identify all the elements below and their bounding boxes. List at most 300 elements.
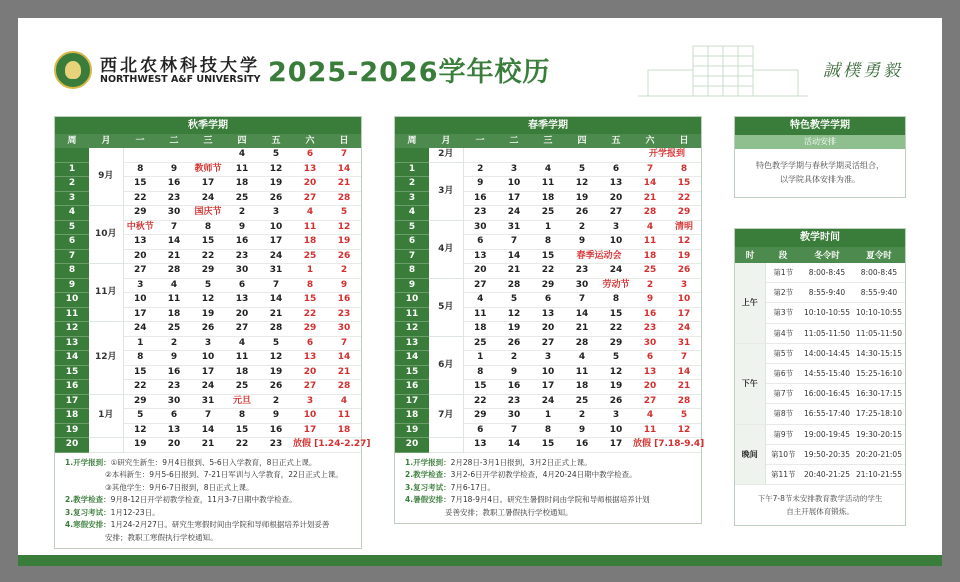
weekday-header: 六: [633, 134, 667, 148]
calendar-day: 26: [191, 322, 225, 337]
calendar-day: 16: [497, 380, 531, 395]
calendar-day: 14: [327, 351, 361, 366]
calendar-day: 5: [599, 351, 633, 366]
calendar-day: 11: [327, 409, 361, 424]
calendar-day: 25: [293, 249, 327, 264]
note-text: 9月8-12日开学初教学检查，11月3-7日期中教学检查。: [110, 495, 297, 504]
calendar-day: 28: [565, 336, 599, 351]
calendar-day: 20: [463, 264, 497, 279]
calendar-day: 21: [157, 249, 191, 264]
calendar-day: 19: [327, 235, 361, 250]
calendar-day: 15: [463, 380, 497, 395]
calendar-day: 1: [531, 409, 565, 424]
note-key: 3.复习考试：: [405, 482, 451, 492]
calendar-day: 23: [565, 264, 599, 279]
tt-winter-time: 8:00-8:45: [801, 263, 853, 283]
calendar-day: 10: [497, 177, 531, 192]
calendar-day: [157, 148, 191, 162]
calendar-week-row: [395, 394, 701, 409]
calendar-day: 4: [633, 409, 667, 424]
calendar-event: 放假 [7.18-9.4]: [633, 438, 701, 453]
feature-text-line: 特色教学学期与春秋学期灵活组合，: [756, 161, 884, 170]
week-number: 3: [55, 191, 89, 206]
calendar-day: 28: [667, 394, 701, 409]
calendar-day: 27: [531, 336, 565, 351]
calendar-day: 14: [497, 249, 531, 264]
calendar-event: 教师节: [191, 162, 225, 177]
calendar-day: 5: [191, 278, 225, 293]
week-number: 12: [395, 322, 429, 337]
calendar-day: 8: [531, 423, 565, 438]
calendar-day: 11: [463, 307, 497, 322]
teaching-time-note: [735, 485, 905, 525]
calendar-event: 国庆节: [191, 206, 225, 221]
note-text: 1月24-2月27日。研究生寒假时间由学院和导师根据培养计划妥善: [110, 520, 330, 529]
week-number: 2: [55, 177, 89, 192]
note-line: [65, 507, 353, 520]
weekday-header: 三: [191, 134, 225, 148]
calendar-day: 23: [327, 307, 361, 322]
calendar-day: 6: [633, 351, 667, 366]
note-line: [405, 469, 693, 482]
calendar-day: 21: [667, 380, 701, 395]
calendar-day: [191, 148, 225, 162]
month-label: 6月: [429, 336, 463, 394]
calendar-week-row: [55, 264, 361, 279]
calendar-day: 9: [497, 365, 531, 380]
calendar-day: 27: [599, 206, 633, 221]
week-number: 20: [55, 438, 89, 453]
week-number: 1: [55, 162, 89, 177]
calendar-day: 25: [633, 264, 667, 279]
weekday-header: 月: [429, 134, 463, 148]
weekday-header: 二: [157, 134, 191, 148]
calendar-day: 9: [565, 235, 599, 250]
calendar-week-row: [55, 438, 361, 453]
calendar-day: 21: [565, 322, 599, 337]
calendar-day: 4: [225, 148, 259, 162]
calendar-day: 28: [259, 322, 293, 337]
weekday-header: 日: [327, 134, 361, 148]
calendar-day: 3: [259, 206, 293, 221]
calendar-day: 8: [191, 220, 225, 235]
calendar-day: 3: [123, 278, 157, 293]
calendar-day: 15: [667, 177, 701, 192]
calendar-week-row: [55, 394, 361, 409]
calendar-day: 13: [531, 307, 565, 322]
calendar-day: 10: [667, 293, 701, 308]
calendar-day: 20: [599, 191, 633, 206]
calendar-day: 2: [497, 351, 531, 366]
header: [18, 18, 942, 108]
calendar-day: 12: [123, 423, 157, 438]
week-number: 17: [55, 394, 89, 409]
calendar-day: 25: [225, 191, 259, 206]
calendar-day: 20: [157, 438, 191, 453]
tt-winter-time: 8:55-9:40: [801, 283, 853, 303]
note-key: 3.复习考试：: [65, 507, 111, 517]
calendar-day: 22: [463, 394, 497, 409]
calendar-day: 12: [667, 423, 701, 438]
teaching-time-panel: [734, 228, 906, 526]
tt-winter-time: 16:55-17:40: [801, 404, 853, 424]
calendar-day: 19: [259, 365, 293, 380]
calendar-day: 7: [633, 162, 667, 177]
calendar-day: 12: [259, 162, 293, 177]
calendar-event: 春季运动会: [565, 249, 633, 264]
tt-class-number: 第10节: [765, 444, 801, 464]
week-number: 9: [395, 278, 429, 293]
calendar-day: 11: [565, 365, 599, 380]
tt-winter-time: 10:10-10:55: [801, 303, 853, 323]
tt-summer-time: 11:05-11:50: [853, 323, 905, 343]
calendar-day: 22: [293, 307, 327, 322]
calendar-day: 11: [531, 177, 565, 192]
calendar-day: 10: [259, 220, 293, 235]
tt-summer-time: 10:10-10:55: [853, 303, 905, 323]
week-number: 13: [395, 336, 429, 351]
calendar-day: 31: [191, 394, 225, 409]
autumn-notes: [55, 453, 361, 549]
tt-period-group: 上午: [735, 263, 765, 343]
calendar-day: 16: [259, 423, 293, 438]
calendar-day: 4: [531, 162, 565, 177]
calendar-day: 17: [259, 235, 293, 250]
week-number: 13: [55, 336, 89, 351]
calendar-day: 18: [157, 307, 191, 322]
calendar-day: 5: [565, 162, 599, 177]
calendar-day: 12: [259, 351, 293, 366]
calendar-day: 17: [599, 438, 633, 453]
calendar-day: [599, 148, 633, 162]
calendar-day: 31: [497, 220, 531, 235]
calendar-day: 14: [157, 235, 191, 250]
calendar-day: 5: [327, 206, 361, 221]
calendar-day: 15: [123, 365, 157, 380]
calendar-day: 16: [157, 177, 191, 192]
calendar-day: 8: [293, 278, 327, 293]
note-key: 2.教学检查：: [405, 470, 451, 479]
tt-note-line: 自主开展体育锻炼。: [786, 507, 854, 517]
calendar-day: 16: [157, 365, 191, 380]
calendar-day: 9: [259, 409, 293, 424]
calendar-day: 28: [633, 206, 667, 221]
calendar-day: 22: [123, 380, 157, 395]
calendar-day: 17: [123, 307, 157, 322]
calendar-event: 清明: [667, 220, 701, 235]
calendar-day: 10: [293, 409, 327, 424]
calendar-day: 29: [293, 322, 327, 337]
calendar-day: 19: [565, 191, 599, 206]
note-text: ①研究生新生：9月4日报到、5-6日入学教育，8日正式上课。: [110, 457, 317, 467]
calendar-day: 7: [191, 409, 225, 424]
note-line: [65, 469, 353, 482]
note-key: 4.寒假安排：: [65, 520, 111, 529]
weekday-header: 周: [55, 134, 89, 148]
calendar-day: 20: [123, 249, 157, 264]
calendar-day: 26: [259, 191, 293, 206]
calendar-day: 21: [633, 191, 667, 206]
week-number: 2: [395, 177, 429, 192]
tt-header-period: 段: [765, 247, 801, 263]
week-number: 15: [395, 365, 429, 380]
calendar-day: 13: [293, 162, 327, 177]
calendar-day: 23: [157, 191, 191, 206]
calendar-day: 22: [531, 264, 565, 279]
week-number: 10: [395, 293, 429, 308]
calendar-day: 22: [191, 249, 225, 264]
calendar-day: 9: [225, 220, 259, 235]
calendar-day: 13: [463, 249, 497, 264]
calendar-day: 4: [463, 293, 497, 308]
calendar-day: 25: [225, 380, 259, 395]
tt-summer-time: 20:20-21:05: [853, 444, 905, 464]
weekday-header: 四: [565, 134, 599, 148]
teaching-time-table: [735, 247, 905, 485]
month-label: 9月: [89, 148, 123, 206]
month-label: 10月: [89, 206, 123, 264]
calendar-day: 23: [633, 322, 667, 337]
note-text: ②本科新生：9月5-6日报到、7-21日军训与入学教育，22日正式上课。: [105, 470, 343, 479]
week-number: 12: [55, 322, 89, 337]
calendar-day: 24: [531, 394, 565, 409]
calendar-day: 17: [667, 307, 701, 322]
weekday-header: 周: [395, 134, 429, 148]
note-text: 3月2-6日开学初教学检查，4月20-24日期中教学检查。: [450, 470, 637, 479]
tt-summer-time: 21:10-21:55: [853, 464, 905, 484]
autumn-calendar-table: [55, 134, 371, 453]
calendar-day: 20: [633, 380, 667, 395]
calendar-day: 17: [191, 365, 225, 380]
calendar-day: 18: [225, 177, 259, 192]
note-line: [65, 532, 353, 545]
weekday-header: 日: [667, 134, 701, 148]
calendar-day: 22: [123, 191, 157, 206]
weekday-header: 一: [123, 134, 157, 148]
calendar-day: 25: [565, 394, 599, 409]
calendar-day: 18: [293, 235, 327, 250]
calendar-day: 27: [123, 264, 157, 279]
calendar-day: 4: [327, 394, 361, 409]
calendar-day: 11: [225, 351, 259, 366]
calendar-day: 9: [327, 278, 361, 293]
calendar-day: 20: [293, 177, 327, 192]
calendar-day: 7: [327, 148, 361, 162]
calendar-day: 13: [463, 438, 497, 453]
page-title: 2025-2026学年校历: [268, 57, 551, 88]
calendar-day: 10: [531, 365, 565, 380]
tt-class-number: 第8节: [765, 404, 801, 424]
calendar-day: 27: [293, 380, 327, 395]
calendar-day: 8: [123, 162, 157, 177]
calendar-day: 8: [225, 409, 259, 424]
autumn-semester-panel: [54, 116, 371, 549]
calendar-day: 12: [191, 293, 225, 308]
calendar-day: 27: [633, 394, 667, 409]
weekday-header: 四: [225, 134, 259, 148]
calendar-day: 30: [225, 264, 259, 279]
university-name-en: NORTHWEST A&F UNIVERSITY: [100, 74, 261, 85]
calendar-week-row: [395, 438, 701, 453]
tt-class-number: 第3节: [765, 303, 801, 323]
calendar-day: 19: [497, 322, 531, 337]
calendar-day: 13: [633, 365, 667, 380]
week-number: 18: [395, 409, 429, 424]
calendar-week-row: [55, 206, 361, 221]
calendar-day: 12: [599, 365, 633, 380]
week-number: 16: [395, 380, 429, 395]
calendar-day: 23: [157, 380, 191, 395]
calendar-day: 27: [225, 322, 259, 337]
note-line: [65, 519, 353, 532]
calendar-day: 15: [123, 177, 157, 192]
calendar-day: 30: [463, 220, 497, 235]
tt-row: [735, 263, 905, 283]
calendar-day: 6: [463, 235, 497, 250]
calendar-day: 20: [225, 307, 259, 322]
calendar-week-row: [395, 148, 701, 162]
week-number: 15: [55, 365, 89, 380]
week-number: 10: [55, 293, 89, 308]
calendar-day: 24: [667, 322, 701, 337]
calendar-day: 21: [327, 365, 361, 380]
week-number: 14: [395, 351, 429, 366]
calendar-day: 27: [463, 278, 497, 293]
tt-winter-time: 11:05-11:50: [801, 323, 853, 343]
calendar-day: 5: [259, 148, 293, 162]
calendar-day: 23: [259, 438, 293, 453]
week-number: 4: [55, 206, 89, 221]
calendar-day: 6: [531, 293, 565, 308]
tt-summer-time: 15:25-16:10: [853, 363, 905, 383]
calendar-day: 26: [497, 336, 531, 351]
calendar-day: 28: [497, 278, 531, 293]
note-text: 7月18-9月4日。研究生暑假时间由学院和导师根据培养计划: [450, 495, 650, 504]
calendar-day: 14: [667, 365, 701, 380]
calendar-day: 8: [531, 235, 565, 250]
weekday-header: 五: [259, 134, 293, 148]
note-key: 1.开学报到：: [65, 457, 111, 467]
calendar-day: 24: [599, 264, 633, 279]
calendar-day: 10: [123, 293, 157, 308]
calendar-day: 11: [293, 220, 327, 235]
tt-winter-time: 14:55-15:40: [801, 363, 853, 383]
month-label: 1月: [89, 394, 123, 438]
calendar-day: 16: [327, 293, 361, 308]
spring-notes: [395, 453, 701, 524]
calendar-day: 19: [599, 380, 633, 395]
calendar-week-row: [55, 148, 361, 162]
calendar-day: 15: [225, 423, 259, 438]
week-number: 4: [395, 206, 429, 221]
note-line: [65, 482, 353, 495]
tt-period-group: 晚间: [735, 424, 765, 485]
calendar-day: 26: [259, 380, 293, 395]
calendar-day: 9: [157, 162, 191, 177]
note-text: 7月6-17日。: [450, 482, 495, 492]
calendar-day: 3: [599, 220, 633, 235]
calendar-day: 15: [531, 249, 565, 264]
calendar-day: 11: [633, 235, 667, 250]
calendar-day: 29: [531, 278, 565, 293]
calendar-day: 9: [463, 177, 497, 192]
calendar-day: 9: [633, 293, 667, 308]
month-label: [89, 438, 123, 453]
calendar-day: 3: [191, 336, 225, 351]
calendar-day: 5: [667, 409, 701, 424]
calendar-day: 31: [667, 336, 701, 351]
calendar-day: 18: [463, 322, 497, 337]
calendar-day: 19: [259, 177, 293, 192]
calendar-day: 25: [157, 322, 191, 337]
calendar-day: 5: [497, 293, 531, 308]
calendar-day: 2: [327, 264, 361, 279]
tt-summer-time: 17:25-18:10: [853, 404, 905, 424]
week-number: 6: [55, 235, 89, 250]
tt-header-winter: 冬令时: [801, 247, 853, 263]
calendar-day: 12: [667, 235, 701, 250]
calendar-day: 13: [123, 235, 157, 250]
calendar-day: 7: [157, 220, 191, 235]
calendar-day: 11: [633, 423, 667, 438]
spring-calendar-table: [395, 134, 705, 453]
calendar-day: 8: [123, 351, 157, 366]
calendar-day: 30: [327, 322, 361, 337]
calendar-day: 24: [191, 191, 225, 206]
week-number: 5: [395, 220, 429, 235]
calendar-day: 4: [225, 336, 259, 351]
calendar-day: 13: [225, 293, 259, 308]
tt-header-summer: 夏令时: [853, 247, 905, 263]
note-line: [65, 494, 353, 507]
calendar-day: 29: [191, 264, 225, 279]
footer-bar: [18, 555, 942, 566]
month-label: 12月: [89, 322, 123, 395]
tt-class-number: 第1节: [765, 263, 801, 283]
calendar-day: 17: [191, 177, 225, 192]
university-name-cn: 西北农林科技大学: [100, 56, 260, 76]
calendar-day: 3: [497, 162, 531, 177]
calendar-week-row: [395, 336, 701, 351]
feature-semester-panel: [734, 116, 906, 198]
calendar-day: 18: [225, 365, 259, 380]
weekday-header: 三: [531, 134, 565, 148]
note-text: 2月28日-3月1日报到，3月2日正式上课。: [450, 457, 592, 467]
calendar-day: 25: [463, 336, 497, 351]
calendar-day: 29: [123, 206, 157, 221]
calendar-day: 8: [667, 162, 701, 177]
feature-semester-title: 特色教学学期: [735, 117, 905, 135]
calendar-event: 开学报到: [633, 148, 701, 162]
calendar-day: 4: [565, 351, 599, 366]
calendar-day: 8: [599, 293, 633, 308]
calendar-day: 28: [327, 191, 361, 206]
calendar-day: 2: [463, 162, 497, 177]
university-motto: 誠樸勇毅: [823, 61, 903, 81]
tt-class-number: 第7节: [765, 384, 801, 404]
calendar-day: 1: [123, 336, 157, 351]
note-line: [405, 494, 693, 507]
note-text: 妥善安排；教职工暑假执行学校通知。: [445, 507, 573, 517]
note-line: [405, 457, 693, 470]
calendar-day: 26: [327, 249, 361, 264]
tt-class-number: 第2节: [765, 283, 801, 303]
tt-summer-time: 16:30-17:15: [853, 384, 905, 404]
calendar-day: 8: [463, 365, 497, 380]
week-number: 9: [55, 278, 89, 293]
calendar-day: [497, 148, 531, 162]
week-number: 20: [395, 438, 429, 453]
